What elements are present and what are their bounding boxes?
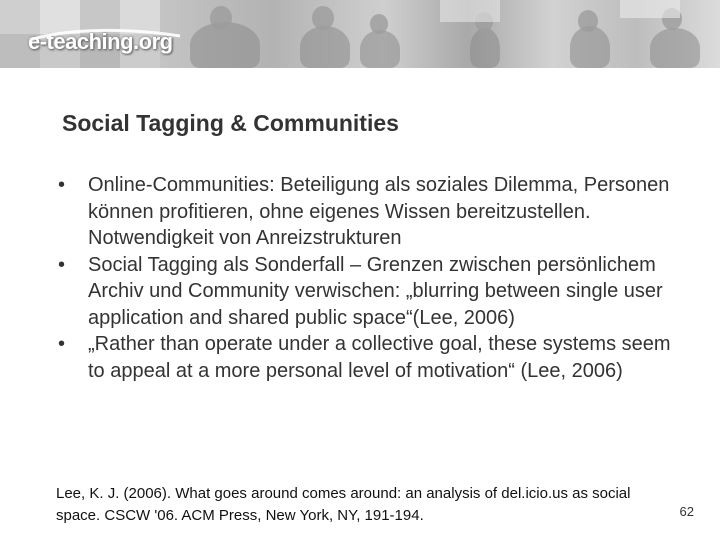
bullet-item [58,172,678,252]
logo[interactable] [28,24,173,60]
bullet-text: „Rather than operate under a collective goal, these systems seem to appeal at a more personal level of motivation“ (Lee, 2006) [88,333,671,382]
header-photo-strip [160,0,720,68]
bullet-item [58,331,678,384]
logo-text: e-teaching.org [28,29,173,54]
bullet-icon: • [58,253,66,276]
bullet-icon: • [58,174,66,196]
slide-title: Social Tagging & Communities [62,110,399,136]
logo-swoosh-icon [28,26,183,44]
bullet-icon: • [58,333,66,355]
bullet-item [58,252,678,332]
reference-footnote: Lee, K. J. (2006). What goes around comes around: an analysis of del.icio.us as social space. CSCW '06. ACM Press, New York, NY, 191-194. [56,485,631,524]
page-number: 62 [679,504,694,519]
bullet-list [58,172,678,384]
bullet-text: Social Tagging als Sonderfall – Grenzen zwischen persönlichem Archiv und Community verwischen: „blurring between single user application and shared public space“(Lee, 2006) [88,253,663,329]
bullet-text: Online-Communities: Beteiligung als soziales Dilemma, Personen können profitieren, ohne eigenes Wissen bereitzustellen. Notwendigkeit von Anreizstrukturen [88,174,670,249]
header-banner [0,0,720,68]
